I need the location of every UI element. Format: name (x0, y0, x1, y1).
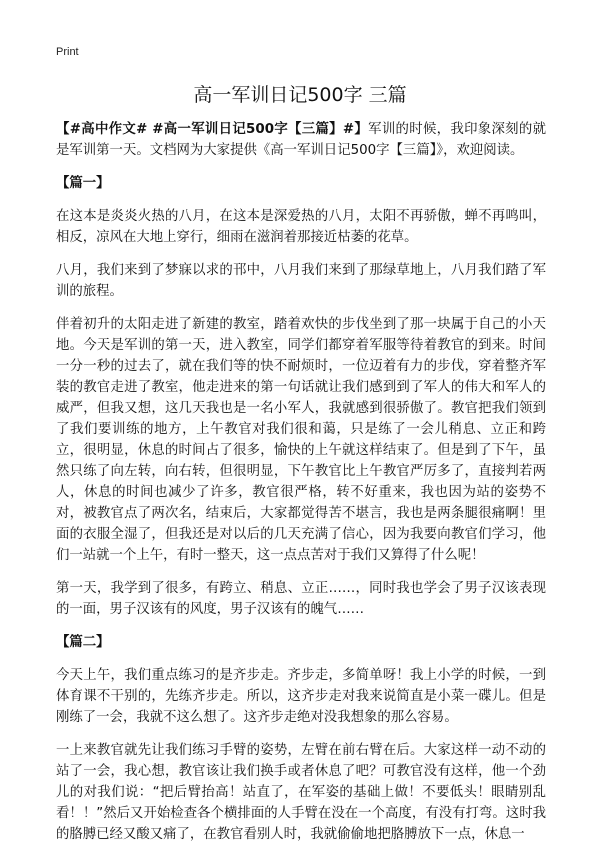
intro-paragraph (56, 119, 546, 161)
paragraph: 第一天，我学到了很多，有跨立、稍息、立正……，同时我也学会了男子汉该表现的一面，男子汉该有的风度，男子汉该有的魄气…… (56, 581, 546, 617)
section-heading-1: 【篇一】 (56, 176, 110, 191)
intro-text: 军训的时候，我印象深刻的就是军训第一天。文档网为大家提供《高一军训日记500字【三篇】》，欢迎阅读。 (56, 122, 546, 158)
intro-tag: 【#高中作文# #高一军训日记500字【三篇】#】 (56, 122, 369, 137)
paragraph: 一上来教官就先让我们练习手臂的姿势，左臂在前右臂在后。大家这样一动不动的站了一会，我心想，教官该让我们换手或者休息了吧？可教官没有这样，他一个劲儿的对我们说：“把后臂抬高！站直了，在军姿的基础上做！不要低头！眼睛别乱看！！”然后又开始检查各个横排面的人手臂在没在一个高度，有没有打弯。这时我的胳膊已经又酸又痛了，在教官看别人时，我就偷偷地把胳膊放下一点，休息一 (56, 743, 546, 842)
paragraph: 在这本是炎炎火热的八月，在这本是深爱热的八月，太阳不再骄傲，蝉不再鸣叫，相反，凉风在大地上穿行，细雨在滋润着那接近枯萎的花草。 (56, 209, 546, 245)
article-body (56, 119, 546, 857)
section-heading-2: 【篇二】 (56, 635, 110, 650)
paragraph: 今天上午，我们重点练习的是齐步走。齐步走，多简单呀！我上小学的时候，一到体育课不干别的，先练齐步走。所以，这齐步走对我来说简直是小菜一碟儿。但是刚练了一会，我就不这么想了。这齐步走绝对没我想象的那么容易。 (56, 668, 546, 725)
print-link[interactable]: Print (56, 46, 79, 58)
paragraph: 八月，我们来到了梦寐以求的邗中，八月我们来到了那绿草地上，八月我们踏了军训的旅程。 (56, 263, 546, 299)
paragraph: 伴着初升的太阳走进了新建的教室，踏着欢快的步伐坐到了那一块属于自己的小天地。今天是军训的第一天，进入教室，同学们都穿着军服等待着教官的到来。时间一分一秒的过去了，就在我们等的快不耐烦时，一位迈着有力的步伐，穿着整齐军装的教官走进了教室，他走进来的第一句话就让我们感到到了军人的伟大和军人的威严，但我又想，这几天我也是一名小军人，我就感到很骄傲了。教官把我们领到了我们要训练的地方，上午教官对我们很和蔼，只是练了一会儿稍息、立正和跨立，很明显，休息的时间占了很多，愉快的上午就这样结束了。但是到了下午，虽然只练了向左转，向右转，但很明显，下午教官比上午教官严厉多了，直接判若两人，休息的时间也减少了许多，教官很严格，转不好重来，我也因为站的姿势不对，被教官点了两次名，结束后，大家都觉得苦不堪言，我也是两条腿很痛啊！里面的衣服全湿了，但我还是对以后的几天充满了信心，因为我要向教官们学习，他们一站就一个上午，有时一整天，这一点点苦对于我们又算得了什么呢！ (56, 317, 546, 563)
page-title: 高一军训日记500字 三篇 (193, 84, 407, 106)
